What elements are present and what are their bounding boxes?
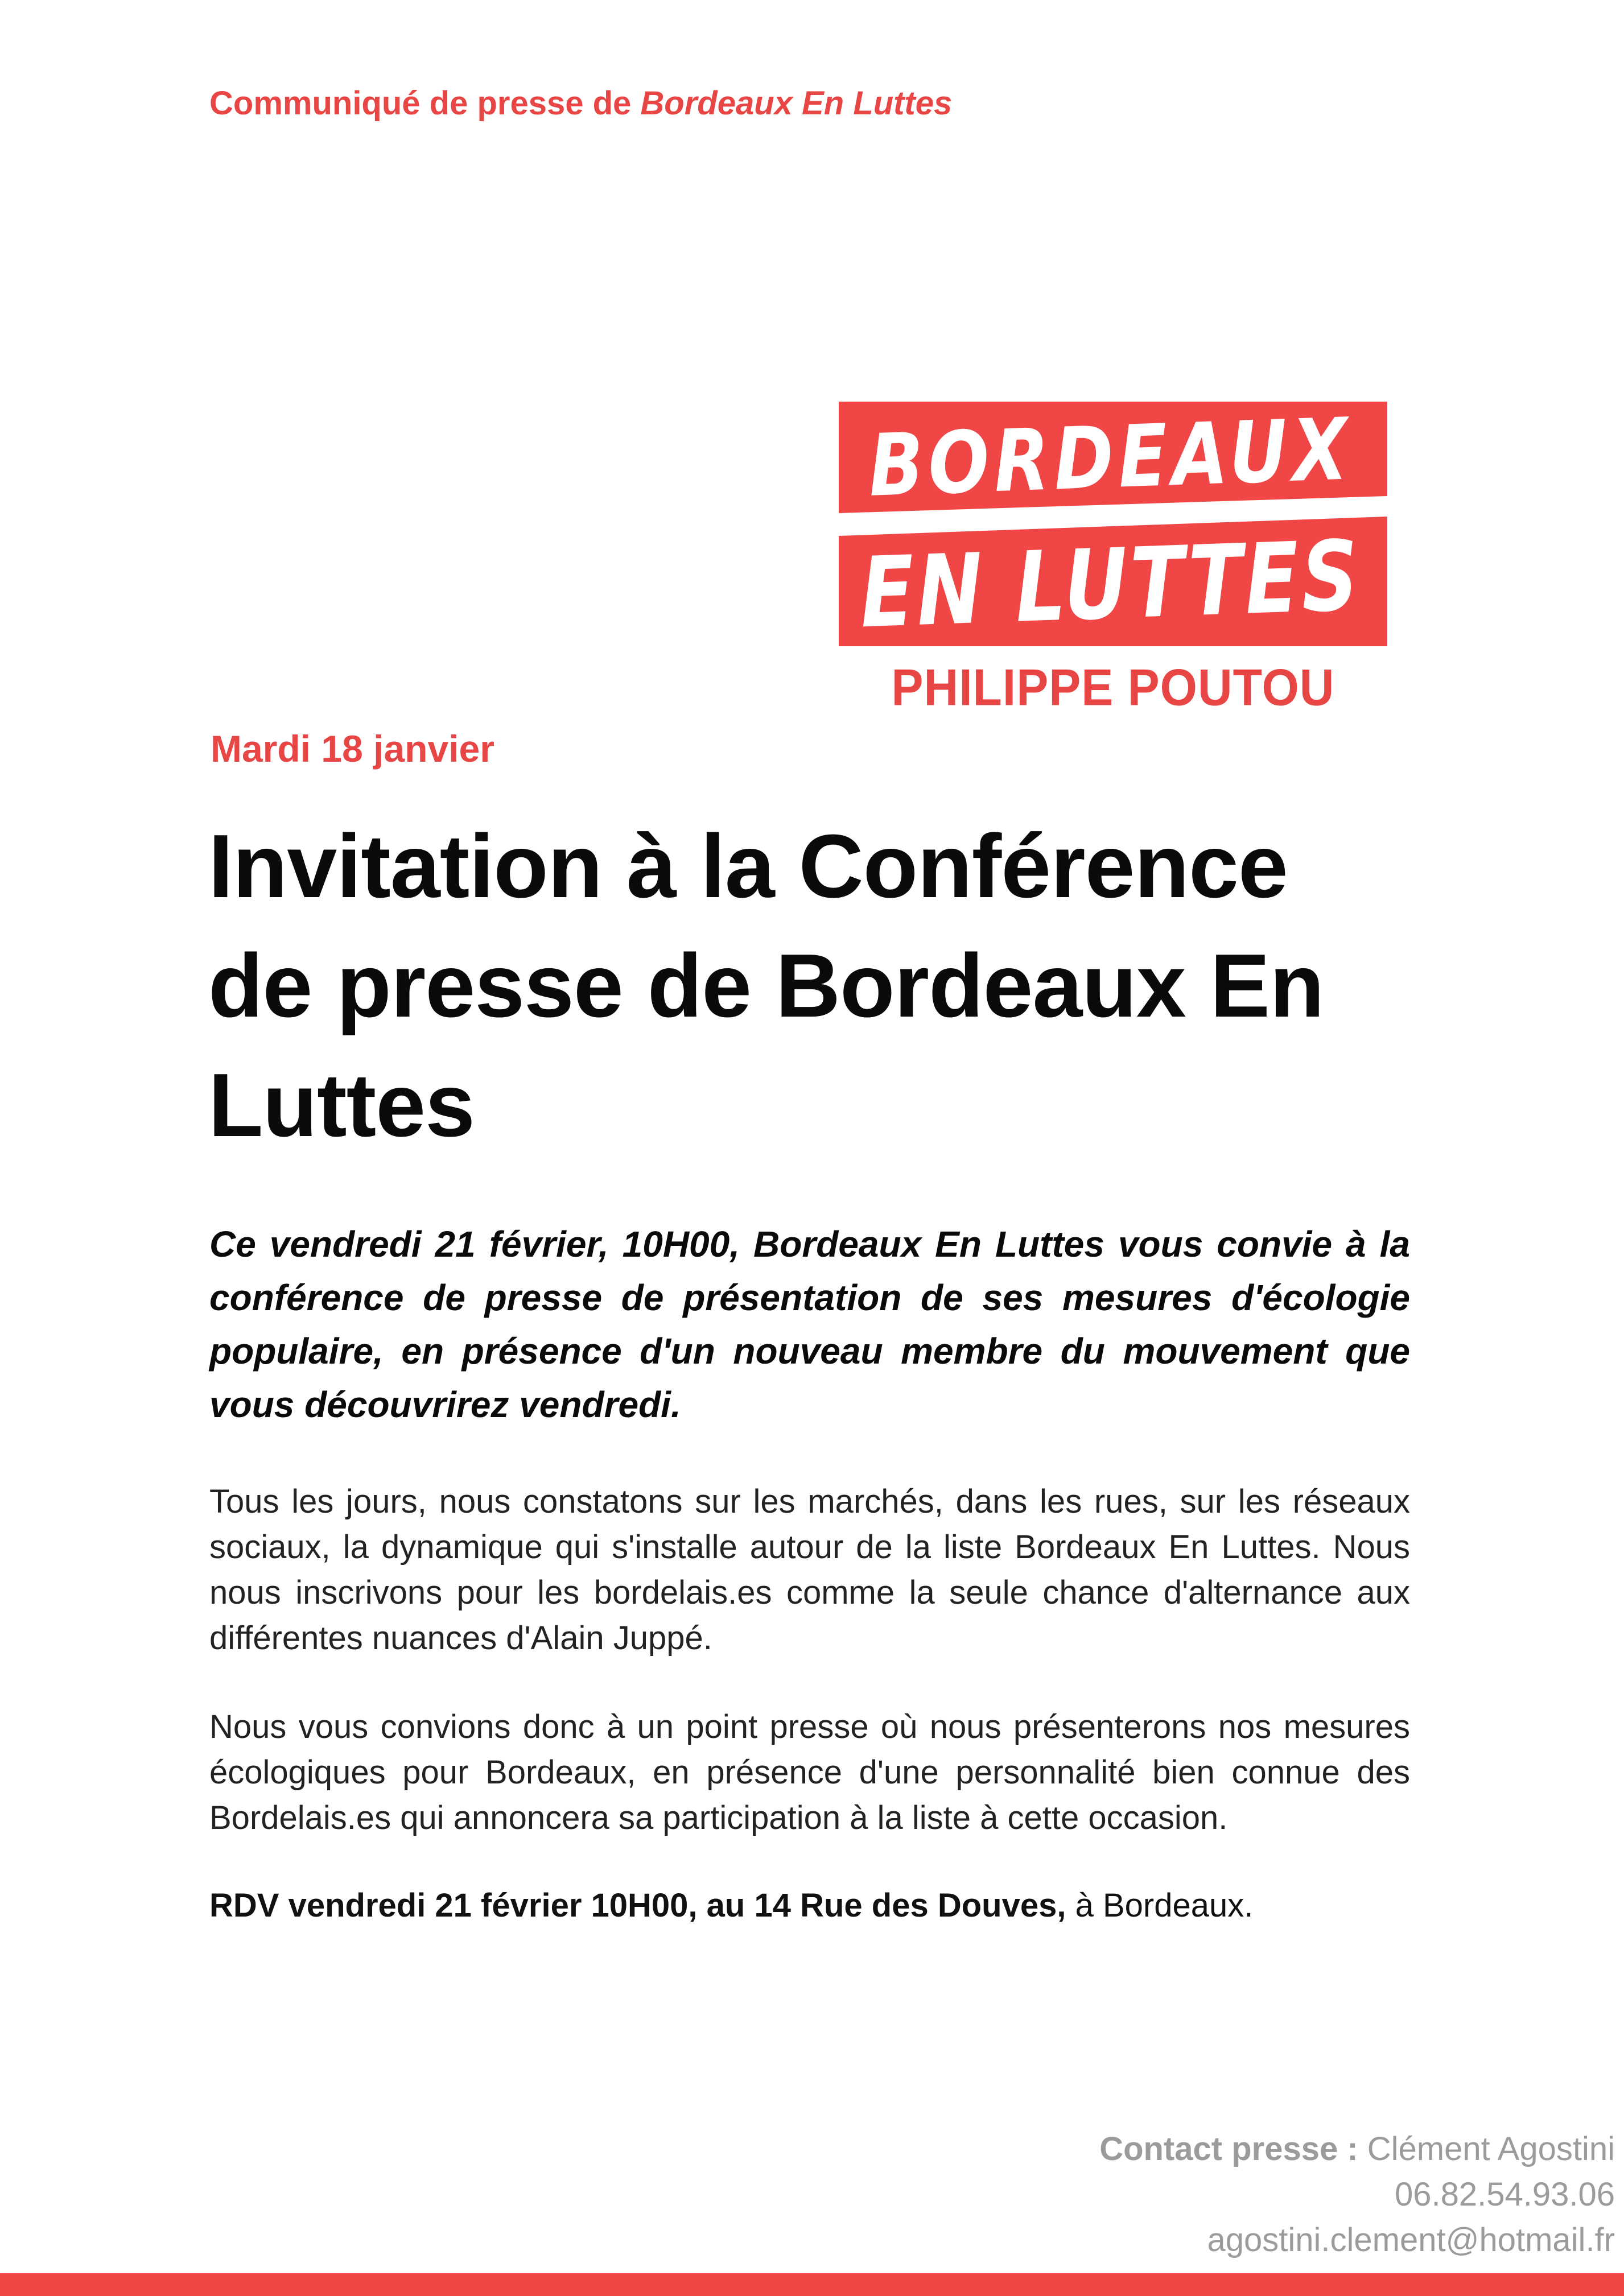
header-prefix: Communiqué de presse de	[209, 85, 641, 122]
contact-name: Clément Agostini	[1367, 2130, 1615, 2167]
lead-paragraph: Ce vendredi 21 février, 10H00, Bordeaux En Luttes vous convie à la conférence de presse de présentation de ses mesures d'écologie populaire, en présence d'un nouveau membre du mouvement que vous découvrirez vendredi.	[209, 1224, 1410, 1425]
logo-graphic	[839, 397, 1478, 650]
press-contact	[1099, 2126, 1615, 2263]
contact-name-line	[1099, 2126, 1615, 2172]
bordeaux-en-luttes-logo	[839, 397, 1478, 650]
rdv-line	[209, 1883, 1410, 1929]
footer-accent-bar	[0, 2273, 1624, 2296]
rdv-location: à Bordeaux.	[1066, 1887, 1254, 1924]
logo-line-1: BORDEAUX	[867, 397, 1446, 516]
body-paragraph-1: Tous les jours, nous constatons sur les marchés, dans les rues, sur les réseaux sociaux, la dynamique qui s'installe autour de la liste Bordeaux En Luttes. Nous nous inscrivons pour les bordelais.es comme la seule chance d'alternance aux différentes nuances d'Alain Juppé.	[209, 1483, 1410, 1657]
body-paragraph-2: Nous vous convions donc à un point presse où nous présenterons nos mesures écologiques pour Bordeaux, en présence d'une personnalité bien connue des Bordelais.es qui annoncera sa participation à la liste à cette occasion.	[209, 1708, 1410, 1836]
contact-label: Contact presse :	[1099, 2130, 1367, 2167]
logo-tagline: PHILIPPE POUTOU	[891, 658, 1335, 716]
release-date: Mardi 18 janvier	[211, 728, 494, 770]
contact-email: agostini.clement@hotmail.fr	[1207, 2221, 1615, 2258]
logo-line-2: EN LUTTES	[858, 515, 1478, 650]
contact-phone: 06.82.54.93.06	[1394, 2176, 1615, 2213]
rdv-details: RDV vendredi 21 février 10H00, au 14 Rue des Douves,	[209, 1887, 1066, 1924]
press-release-header	[209, 84, 952, 122]
title-line-1: Invitation à la Conférence	[208, 816, 1288, 916]
title-line-2: de presse de Bordeaux En	[208, 936, 1324, 1036]
header-org-name: Bordeaux En Luttes	[640, 85, 953, 122]
title-line-3: Luttes	[208, 1055, 475, 1155]
page-title	[208, 807, 1443, 1165]
